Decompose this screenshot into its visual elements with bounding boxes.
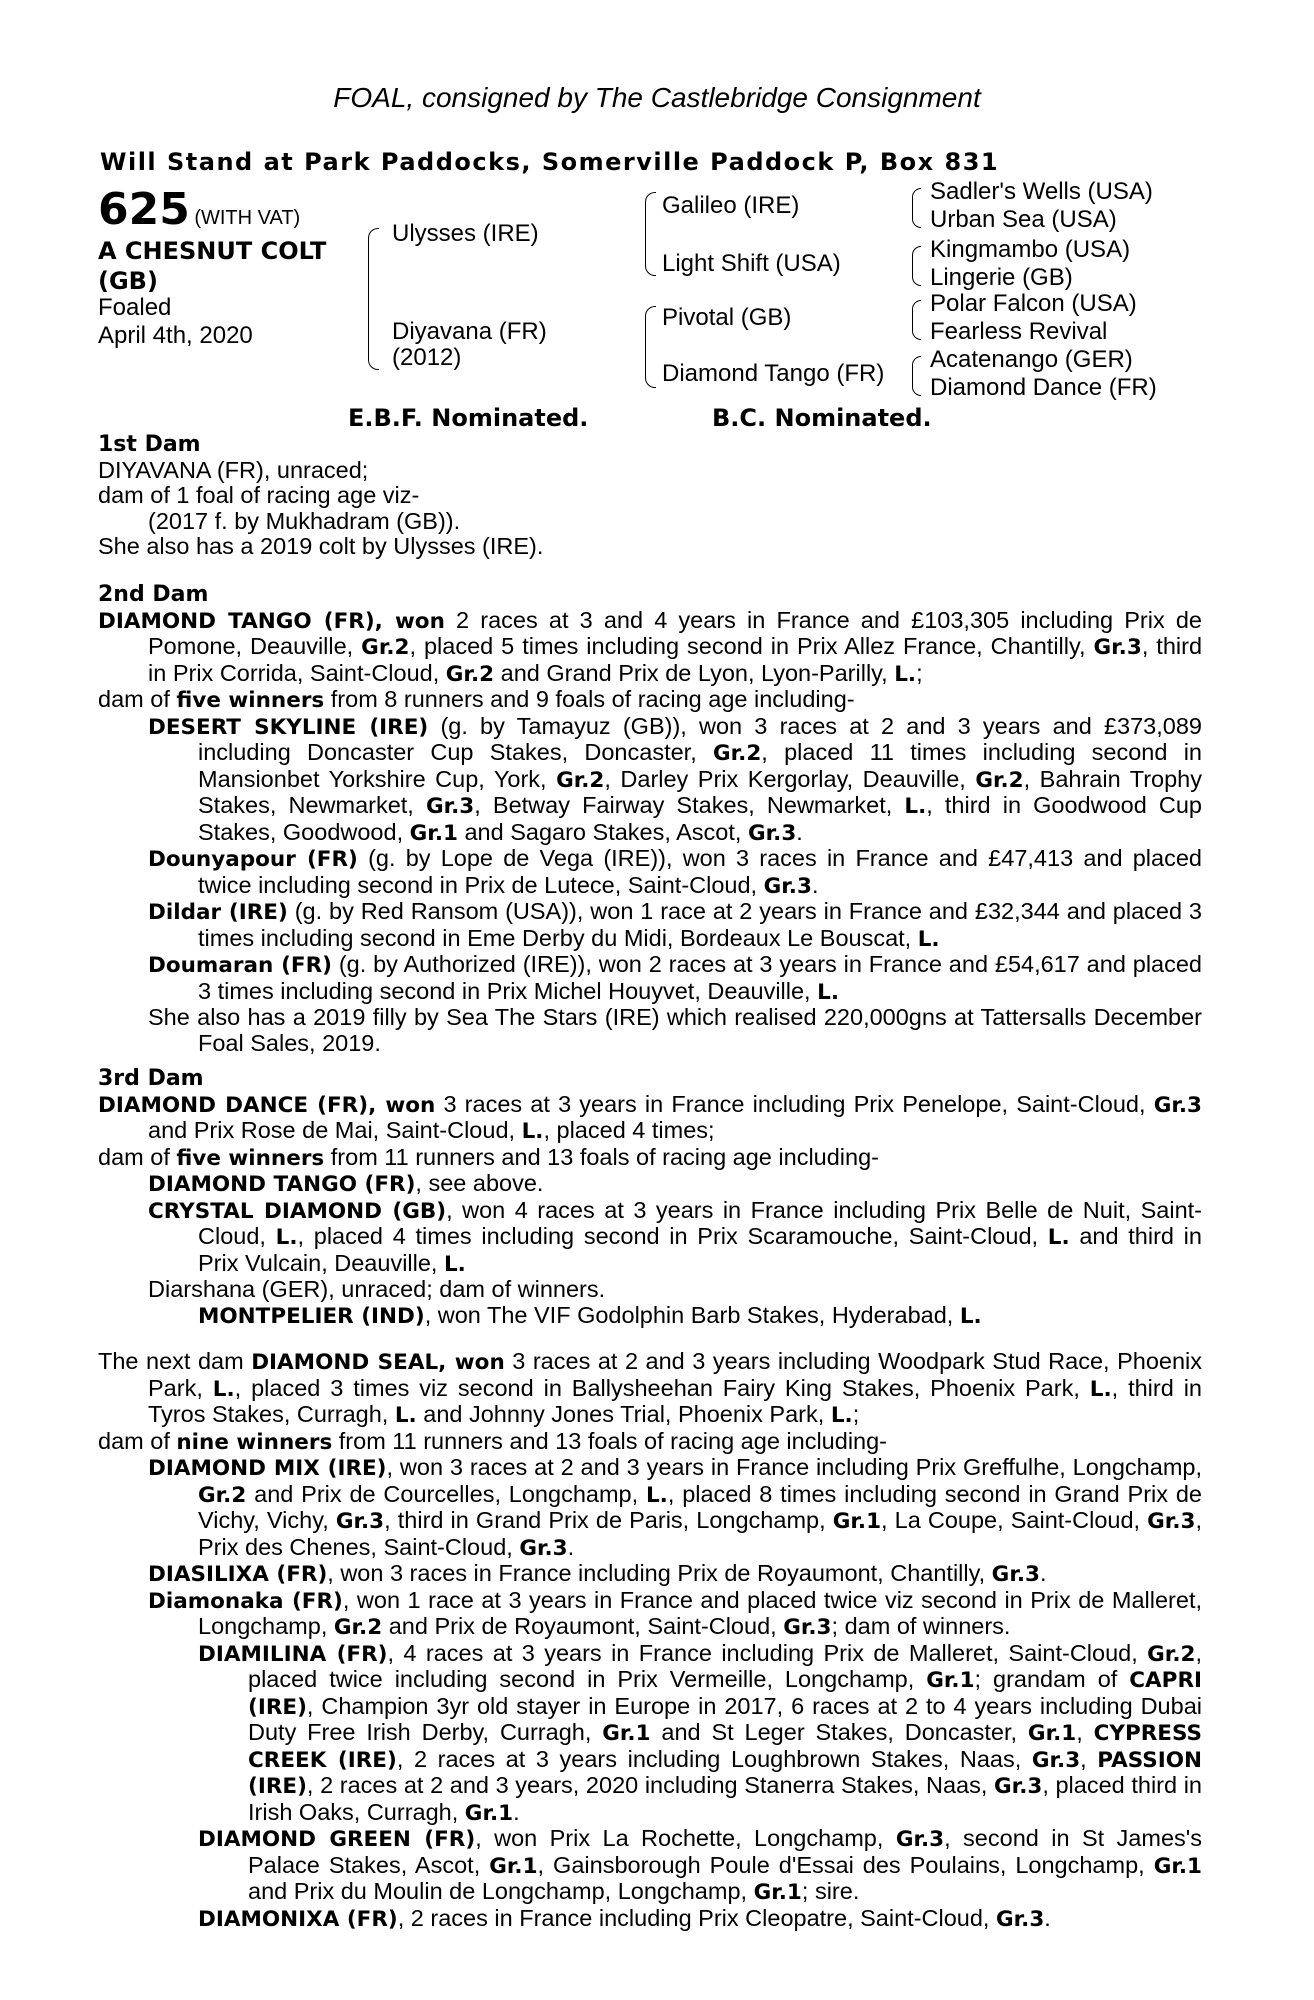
text: (g. by Lope de Vega (IRE)), won 3 races in France and £47,413 and placed twice including second in Prix de Lutece, Saint-Cloud, [198,845,1202,898]
next-dam-paragraph [98,1826,1202,1906]
third-dam-section [98,1066,1202,1329]
lot-header [98,184,300,235]
next-dam-paragraph [98,1455,1202,1561]
text: , third in Goodwood Cup Stakes, Goodwood, [198,792,1203,845]
bold-text: Gr.3 [1031,1747,1081,1773]
text: , see above. [415,1170,544,1196]
bold-text: L. [212,1376,235,1402]
text: , [1080,1745,1098,1772]
vat-note: (WITH VAT) [194,207,301,229]
bold-text: L. [1089,1376,1112,1402]
bold-text: L. [443,1251,466,1277]
text: dam of 1 foal of racing age viz- [98,482,420,508]
bold-text: Gr.3 [747,820,797,846]
bold-text: Gr.1 [602,1721,651,1746]
first-dam-heading: 1st Dam [98,432,201,457]
first-dam-line [98,534,1202,560]
text: ; [916,659,923,686]
pedigree-dam-dam: Diamond Tango (FR) [662,360,885,387]
text: , placed third in Irish Oaks, Curragh, [248,1772,1202,1825]
bold-text: L. [275,1225,298,1250]
text: . [796,818,803,845]
next-dam-paragraph [98,1561,1202,1588]
pedigree-ggp: Sadler's Wells (USA) [930,178,1153,205]
bold-text: DIAMOND MIX (IRE) [148,1456,387,1481]
next-dam-paragraph [98,1429,1202,1456]
pedigree-ggp: Urban Sea (USA) [930,206,1117,233]
text: DIYAVANA (FR), unraced; [98,456,369,483]
foaled-label: Foaled [98,294,172,321]
text: 3 races at 2 and 3 years including Woodpark Stud Race, Phoenix Park, [148,1348,1202,1401]
horse-description-line1: A CHESNUT COLT [98,237,327,265]
bold-text: Gr.2 [361,635,410,660]
text: dam of [98,1427,177,1454]
text: and Grand Prix de Lyon, Lyon-Parilly, [494,659,895,686]
bold-text: Doumaran (FR) [148,953,332,978]
bold-text: PASSION (IRE) [248,1747,1202,1799]
bold-text: MONTPELIER (IND) [198,1303,425,1329]
foaled-info [98,294,253,350]
third-dam-paragraph [98,1303,1202,1330]
text: , 4 races at 3 years in France including Prix de Malleret, Saint-Cloud, [387,1639,1148,1666]
lot-number: 625 [98,184,190,235]
first-dam-section [98,432,1202,560]
third-dam-heading: 3rd Dam [98,1066,204,1091]
text: (g. by Red Ransom (USA)), won 1 race at 2 years in France and £32,344 and placed 3 times including second in Eme Derby du Midi, Bordeaux Le Bouscat, [198,898,1202,951]
next-dam-body [98,1349,1202,1932]
bold-text: Gr.1 [832,1509,882,1534]
text: ; [852,1401,860,1427]
text: She also has a 2019 filly by Sea The Stars (IRE) which realised 220,000gns at Tattersalls December Foal Sales, 2019. [148,1004,1202,1056]
bold-text: Gr.2 [712,741,762,766]
bold-text: CAPRI (IRE) [248,1668,1202,1720]
bold-text: Gr.3 [991,1562,1040,1587]
bold-text: Gr.3 [783,1615,832,1640]
bold-text: Gr.2 [333,1615,383,1640]
bold-text: Gr.3 [335,1509,385,1534]
bold-text: L. [917,926,940,952]
text: , placed 11 times including second in Mansionbet Yorkshire Cup, York, [198,739,1203,792]
text: , third in Tyros Stakes, Curragh, [148,1374,1202,1427]
bold-text: CRYSTAL DIAMOND (GB) [148,1198,447,1224]
bold-text: L. [645,1482,668,1508]
bold-text: Gr.2 [445,661,495,687]
text: and Sagaro Stakes, Ascot, [457,818,748,845]
pedigree-dam: Diyavana (FR) [392,318,547,345]
third-dam-paragraph [98,1145,1202,1172]
pedigree-dam-sire: Pivotal (GB) [662,304,792,331]
third-dam-paragraph [98,1092,1202,1145]
text: ; grandam of [974,1666,1130,1692]
text: , won 3 races in France including Prix de Royaumont, Chantilly, [327,1560,992,1586]
ebf-nomination: E.B.F. Nominated. [348,404,589,432]
pedigree-sire-sire: Galileo (IRE) [662,192,800,219]
horse-description [98,236,326,296]
bold-text: five winners [176,1145,325,1171]
text: , Prix des Chenes, Saint-Cloud, [198,1507,1202,1560]
text: , placed 8 times including second in Grand Prix de Vichy, Vichy, [198,1480,1202,1533]
next-dam-paragraph [98,1588,1202,1641]
bold-text: L. [830,1403,853,1428]
second-dam-paragraph [98,952,1202,1005]
text: She also has a 2019 colt by Ulysses (IRE). [98,533,544,559]
text: , placed 4 times; [543,1117,715,1143]
text: . [1039,1560,1047,1586]
bold-text: DIAMOND GREEN (FR) [198,1827,476,1852]
bold-text: Gr.1 [464,1800,514,1826]
bold-text: five winners [176,688,325,713]
text: (2017 f. by Mukhadram (GB)). [148,507,461,534]
bold-text: DIAMOND TANGO (FR) [148,1172,416,1197]
pedigree-bracket [368,228,379,370]
text: dam of [98,1143,177,1170]
bc-nomination: B.C. Nominated. [712,404,932,432]
pedigree-dam-year: (2012) [392,344,462,371]
bold-text: Gr.3 [1093,635,1142,660]
bold-text: Diamonaka (FR) [148,1588,343,1614]
bold-text: Gr.1 [1027,1721,1077,1746]
pedigree-sire: Ulysses (IRE) [392,220,539,247]
bold-text: L. [521,1119,544,1144]
text: , third in Grand Prix de Paris, Longchamp, [384,1507,833,1533]
text: and Johnny Jones Trial, Phoenix Park, [416,1401,831,1427]
text: and third in Prix Vulcain, Deauville, [198,1223,1202,1276]
bold-text: Gr.3 [763,873,812,899]
text: . [811,871,819,898]
bold-text: DIAMOND TANGO (FR), won [98,608,445,634]
foaled-date: April 4th, 2020 [98,322,253,349]
text: , Betway Fairway Stakes, Newmarket, [474,792,905,818]
text: . [1044,1904,1051,1931]
text: , 2 races at 2 and 3 years, 2020 including Stanerra Stakes, Naas, [306,1772,995,1798]
bold-text: DIAMOND DANCE (FR), won [98,1092,436,1118]
bold-text: Gr.3 [994,1774,1043,1799]
text: and Prix Rose de Mai, Saint-Cloud, [148,1117,522,1143]
text: , Gainsborough Poule d'Essai des Poulains, Longchamp, [537,1851,1154,1878]
text: ; sire. [801,1878,860,1904]
third-dam-paragraph [98,1198,1202,1278]
text: , [1076,1719,1094,1745]
bold-text: Dildar (IRE) [148,900,288,925]
text: , won The VIF Godolphin Barb Stakes, Hyderabad, [424,1301,960,1328]
pedigree-bracket [912,246,921,286]
bold-text: Gr.1 [1153,1853,1202,1879]
bold-text: DIASILIXA (FR) [148,1562,328,1587]
second-dam-paragraph [98,608,1202,688]
third-dam-paragraph [98,1277,1202,1303]
first-dam-body [98,458,1202,560]
text: from 11 runners and 13 foals of racing age including- [332,1427,888,1454]
pedigree-ggp: Diamond Dance (FR) [930,374,1157,401]
bold-text: CYPRESS CREEK (IRE) [248,1721,1202,1773]
pedigree-ggp: Lingerie (GB) [930,264,1073,291]
pedigree-ggp: Acatenango (GER) [930,346,1133,373]
text: . [513,1798,520,1825]
text: 3 races at 3 years in France including Prix Penelope, Saint-Cloud, [435,1090,1154,1117]
bold-text: Gr.1 [409,820,458,846]
bold-text: Gr.3 [425,794,475,819]
pedigree-ggp: Polar Falcon (USA) [930,290,1137,317]
bold-text: Gr.1 [753,1880,802,1905]
bold-text: Gr.3 [1147,1509,1196,1534]
pedigree-bracket [912,356,921,396]
text: , won Prix La Rochette, Longchamp, [475,1825,896,1851]
text: and Prix du Moulin de Longchamp, Longchamp, [248,1878,754,1904]
pedigree-bracket [645,306,656,388]
next-dam-paragraph [98,1349,1202,1429]
text: , 2 races in France including Prix Cleopatre, Saint-Cloud, [397,1904,996,1931]
bold-text: L. [394,1403,417,1428]
text: , won 3 races at 2 and 3 years in France including Prix Greffulhe, Longchamp, [386,1454,1202,1480]
bold-text: Gr.2 [198,1482,247,1508]
bold-text: Gr.2 [975,767,1024,793]
second-dam-paragraph [98,714,1202,847]
first-dam-line [98,483,1202,509]
next-dam-paragraph [98,1906,1202,1933]
bold-text: Gr.2 [556,767,605,793]
bold-text: L. [894,661,917,687]
bold-text: L. [959,1303,982,1329]
second-dam-paragraph [98,1005,1202,1056]
bold-text: Gr.1 [926,1668,975,1693]
text: from 8 runners and 9 foals of racing age including- [324,686,855,712]
second-dam-paragraph [98,899,1202,952]
first-dam-line [98,458,1202,484]
text: . [567,1533,575,1560]
text: Diarshana (GER), unraced; dam of winners. [148,1276,606,1302]
consignment-heading: FOAL, consigned by The Castlebridge Consignment [333,82,981,113]
text: , placed 5 times including second in Prix Allez France, Chantilly, [409,633,1094,659]
second-dam-heading: 2nd Dam [98,582,209,607]
third-dam-body [98,1092,1202,1330]
second-dam-paragraph [98,846,1202,899]
text: , won 1 race at 3 years in France and placed twice viz second in Prix de Malleret, Longchamp, [198,1586,1202,1639]
bold-text: L. [904,794,927,819]
text: The next dam [98,1348,252,1374]
horse-description-line2: (GB) [98,267,158,295]
third-dam-paragraph [98,1171,1202,1198]
bold-text: Gr.3 [519,1535,568,1561]
bold-text: Dounyapour (FR) [148,847,358,872]
second-dam-body [98,608,1202,1057]
bold-text: Gr.3 [895,1827,945,1852]
second-dam-paragraph [98,687,1202,714]
text: , second in St James's Palace Stakes, Ascot, [248,1825,1202,1878]
bold-text: Gr.2 [1147,1641,1196,1667]
bold-text: Gr.1 [489,1853,538,1879]
bold-text: DIAMONIXA (FR) [198,1906,398,1932]
bold-text: L. [1047,1225,1070,1250]
next-dam-paragraph [98,1641,1202,1827]
first-dam-line [98,509,1202,535]
bold-text: Gr.3 [1153,1092,1202,1118]
text: and St Leger Stakes, Doncaster, [650,1719,1028,1745]
text: and Prix de Courcelles, Longchamp, [246,1480,646,1507]
pedigree-ggp: Kingmambo (USA) [930,236,1131,263]
text: dam of [98,686,177,712]
text: , La Coupe, Saint-Cloud, [881,1507,1148,1533]
text: , 2 races at 3 years including Loughbrown Stakes, Naas, [396,1745,1032,1772]
text: , Champion 3yr old stayer in Europe in 2017, 6 races at 2 to 4 years including Dubai Duty Free Irish Derby, Curragh, [248,1692,1202,1745]
pedigree-bracket [912,300,921,340]
text: , placed 3 times viz second in Ballysheehan Fairy King Stakes, Phoenix Park, [234,1374,1090,1401]
second-dam-section [98,582,1202,1056]
text: , placed twice including second in Prix Vermeille, Longchamp, [248,1639,1202,1692]
text: ; dam of winners. [831,1613,1011,1639]
next-dam-section [98,1349,1202,1932]
text: (g. by Authorized (IRE)), won 2 races at 3 years in France and £54,617 and placed 3 times including second in Prix Michel Houyvet, Deauville, [198,951,1202,1004]
text: 2 races at 3 and 4 years in France and £103,305 including Prix de Pomone, Deauville, [148,606,1202,659]
bold-text: DIAMOND SEAL, won [251,1350,505,1375]
text: , Darley Prix Kergorlay, Deauville, [604,765,976,792]
text: , Bahrain Trophy Stakes, Newmarket, [198,765,1202,818]
standing-location: Will Stand at Park Paddocks, Somerville Paddock P, Box 831 [100,148,1000,176]
bold-text: Gr.3 [995,1906,1045,1932]
pedigree-ggp: Fearless Revival [930,318,1108,345]
text: from 11 runners and 13 foals of racing age including- [324,1143,879,1170]
pedigree-sire-dam: Light Shift (USA) [662,250,841,277]
text: , placed 4 times including second in Prix Scaramouche, Saint-Cloud, [297,1223,1048,1249]
bold-text: nine winners [176,1429,333,1455]
bold-text: DESERT SKYLINE (IRE) [148,714,429,740]
text: , won 4 races at 3 years in France including Prix Belle de Nuit, Saint-Cloud, [198,1196,1203,1249]
text: , third in Prix Corrida, Saint-Cloud, [148,633,1203,686]
text: and Prix de Royaumont, Saint-Cloud, [382,1613,784,1639]
pedigree-bracket [645,192,656,276]
text: (g. by Tamayuz (GB)), won 3 races at 2 and 3 years and £373,089 including Doncaster Cup Stakes, Doncaster, [198,712,1202,765]
pedigree-bracket [912,188,921,228]
bold-text: DIAMILINA (FR) [198,1641,388,1667]
bold-text: L. [817,979,839,1005]
